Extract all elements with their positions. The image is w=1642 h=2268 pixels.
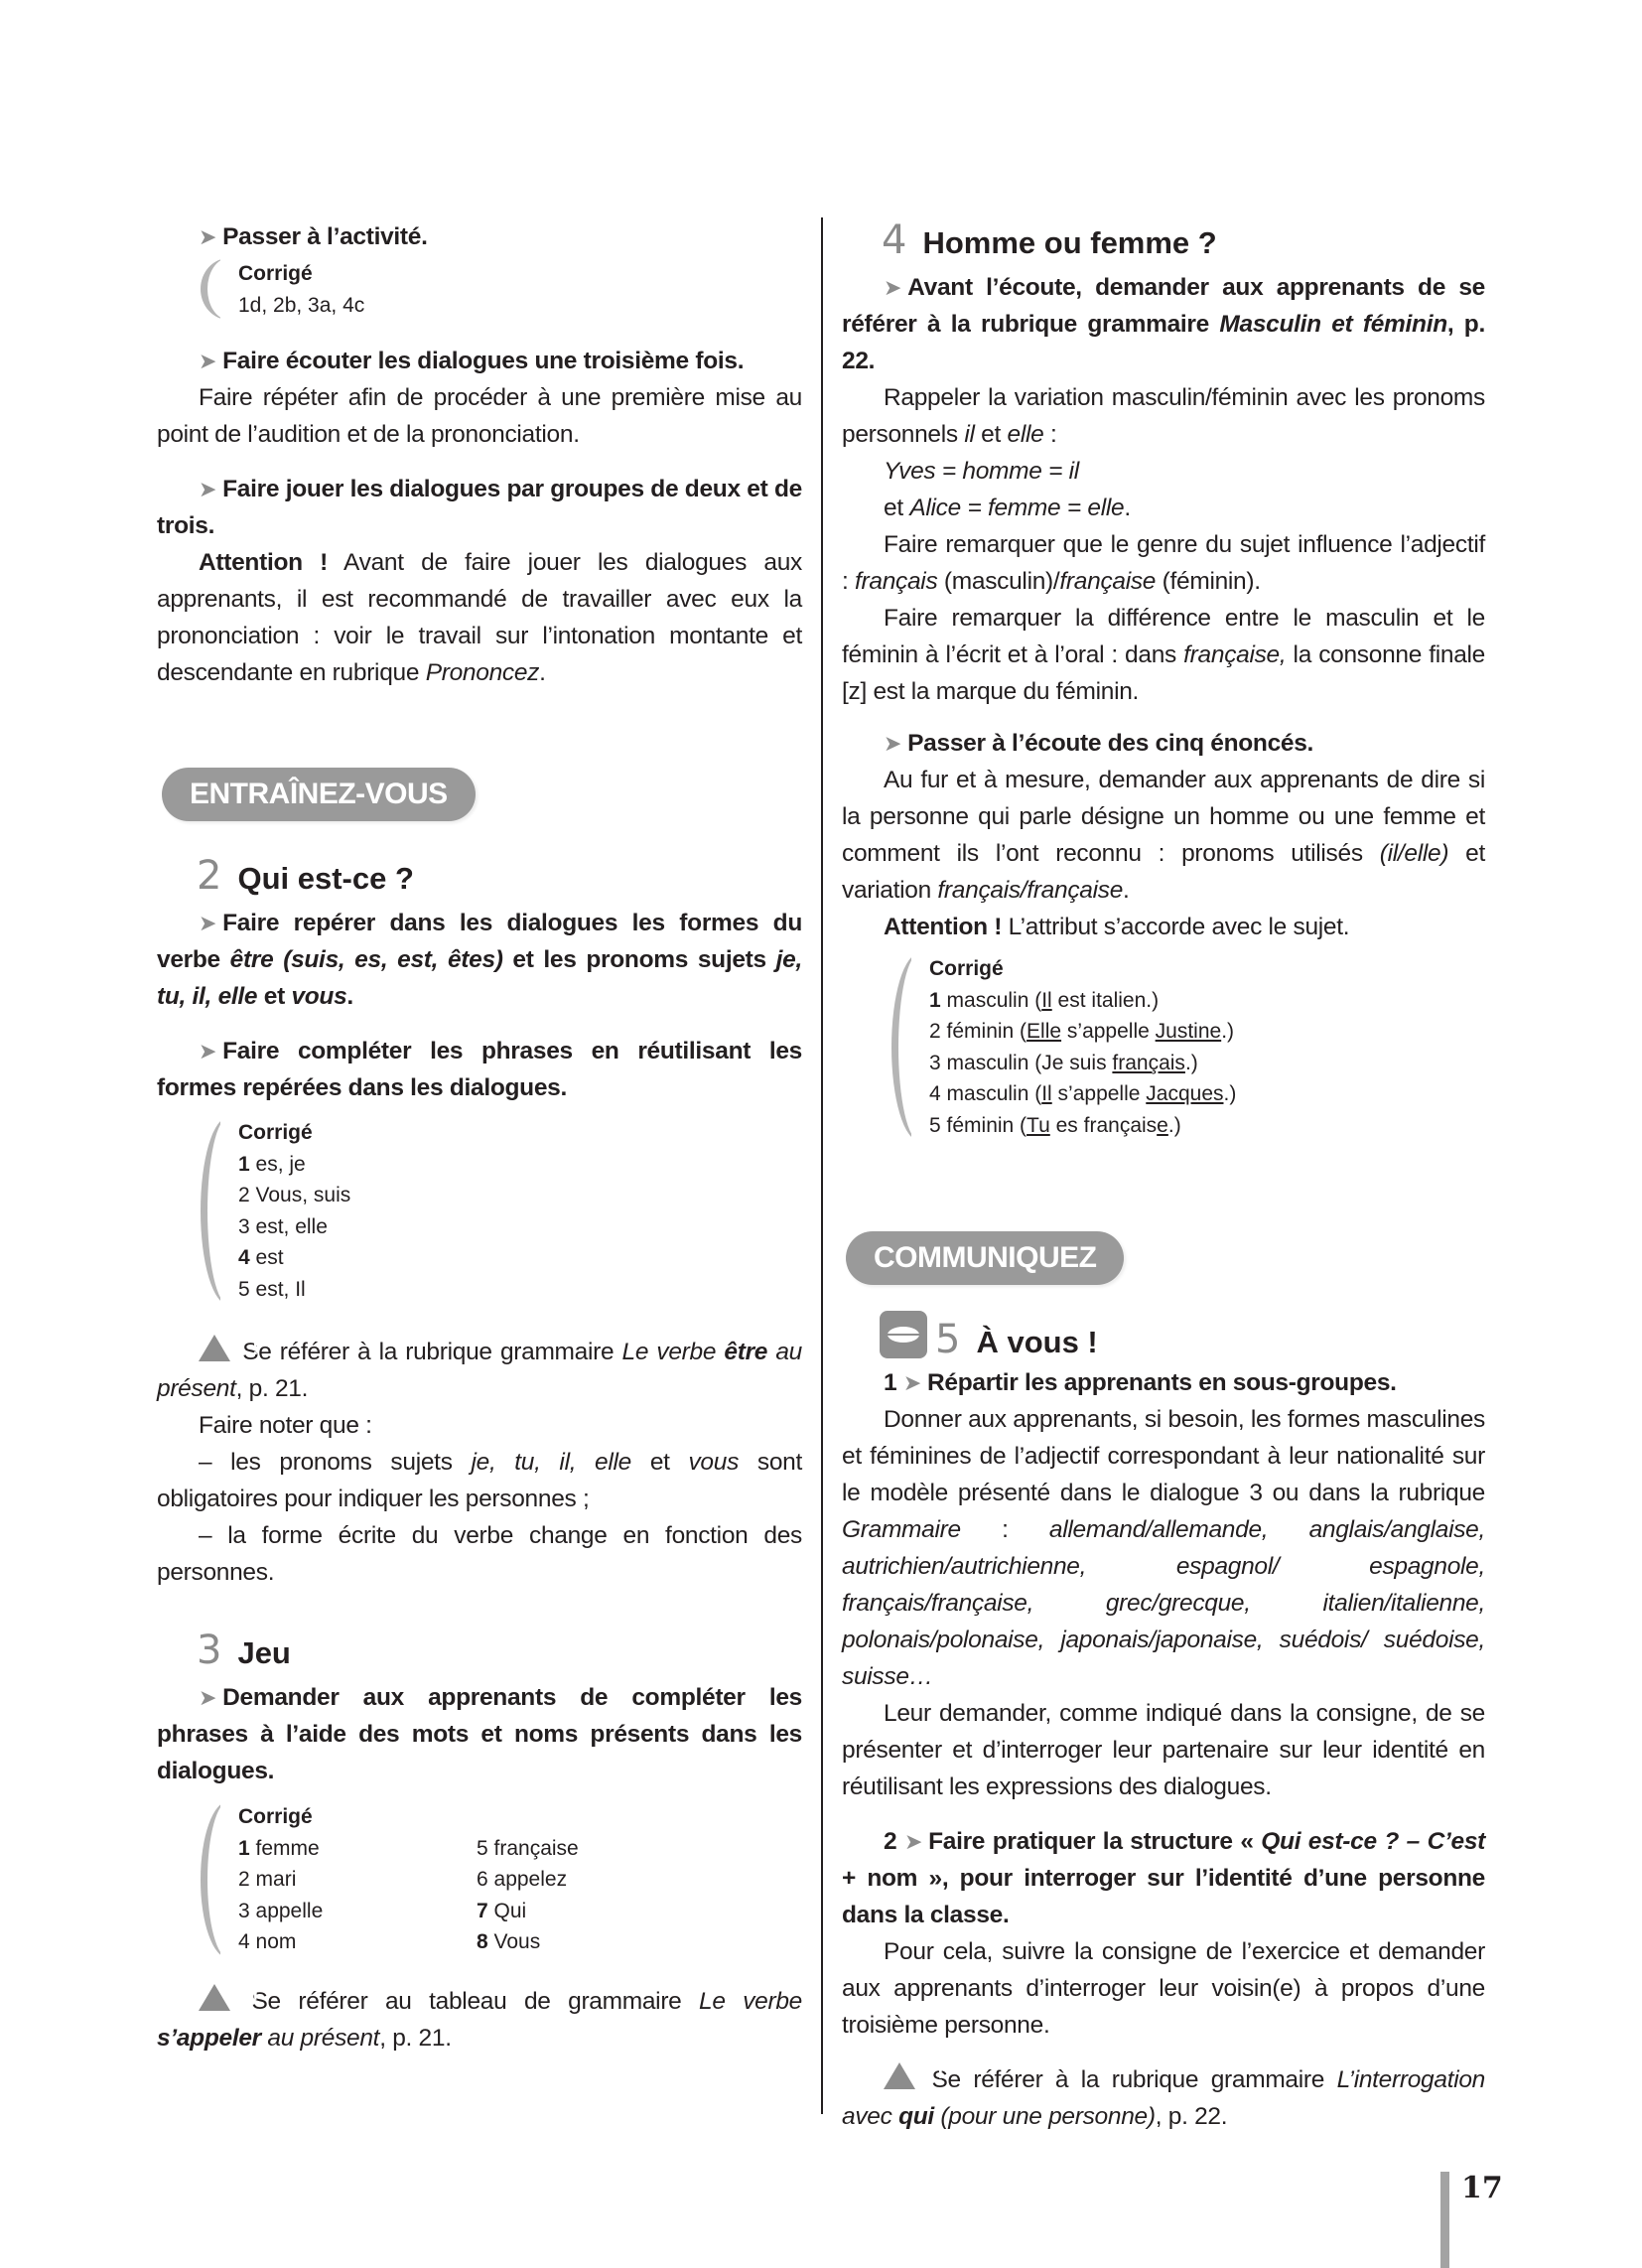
paragraph [842, 379, 1485, 453]
step [842, 269, 1485, 379]
paragraph: Faire noter que : [199, 1412, 372, 1439]
step [842, 725, 1485, 762]
corrige-col-1 [238, 1833, 477, 1958]
item-text: nom [249, 1930, 297, 1953]
item-text: Vous, suis [249, 1184, 351, 1206]
underlined-text: Jacques [1146, 1082, 1224, 1105]
warning-paragraph [842, 2061, 1485, 2135]
text: Passer à l’écoute des cinq énoncés. [907, 730, 1314, 757]
paragraph [842, 600, 1485, 710]
text: française, [1183, 641, 1287, 668]
corrige-columns [238, 1833, 794, 1958]
corrige-item [477, 1833, 579, 1865]
text: elle [1007, 421, 1044, 448]
text: . [346, 983, 353, 1010]
item-number: 2 [238, 1868, 250, 1891]
item-number: 5 [238, 1277, 250, 1301]
exercise-heading [157, 853, 802, 899]
text: Se référer à la rubrique grammaire [234, 1339, 622, 1365]
text: sont obligatoires pour indiquer les personnes ; [157, 1449, 802, 1512]
item-text: femme [249, 1836, 320, 1860]
paragraph: Faire répéter afin de procéder à une première mise au point de l’audition et de la prononciation. [157, 384, 802, 448]
step [842, 1364, 1485, 1401]
exercise-heading [842, 1311, 1485, 1362]
text: Prononcez [425, 659, 540, 686]
arrow-icon: ➤ [199, 349, 217, 373]
step [157, 1679, 802, 1789]
item-number: 3 [929, 1051, 941, 1074]
arrow-icon: ➤ [199, 1685, 217, 1710]
paragraph [842, 762, 1485, 909]
item-number: 1 [238, 1836, 250, 1860]
text: L’attribut s’accorde avec le sujet. [1002, 914, 1350, 940]
text: féminin ( [940, 1020, 1027, 1043]
text: + nom », pour interroger sur l’identité d’une personne dans la classe. [842, 1865, 1485, 1928]
text: Avant l’écoute, demander aux apprenants de se référer à la rubrique grammaire [842, 274, 1485, 338]
text: masculin ( [940, 988, 1042, 1012]
item-number: 5 [477, 1836, 488, 1860]
text: français [855, 568, 938, 595]
warning-paragraph [157, 1983, 802, 2056]
item-text: Vous [487, 1930, 541, 1953]
text: Au fur et à mesure, demander aux apprenants de dire si la personne qui parle désigne un homme ou une femme et comment ils l’ont reconnu : pronoms utilisés [842, 767, 1485, 867]
warning-icon [884, 2062, 915, 2089]
text: . [1123, 877, 1130, 904]
corrige-item [238, 1896, 477, 1927]
page-number-bar [1440, 2172, 1449, 2268]
underlined-text: Justine [1155, 1020, 1222, 1043]
underlined-text: Tu [1026, 1113, 1050, 1137]
text: français/française [937, 877, 1124, 904]
bracket-icon [199, 258, 220, 320]
item-text: est, Il [249, 1277, 306, 1301]
text: : [960, 1516, 1049, 1543]
text: Masculin et féminin [1219, 311, 1447, 338]
text: (masculin)/ [937, 568, 1060, 595]
paragraph: – la forme écrite du verbe change en fonction des personnes. [157, 1522, 802, 1586]
text: Se référer à la rubrique grammaire [919, 2066, 1337, 2093]
arrow-icon: ➤ [884, 275, 902, 300]
text: .) [1184, 1051, 1198, 1074]
text: allemand/allemande, anglais/anglaise, autrichien/autrichienne, espagnol/ espagnole, français/française, grec/grecque, italien/italienne, polonais/polonaise, japonais/japonaise, suédois/ suédoise, suisse… [842, 1516, 1485, 1690]
corrige-answer: 1d, 2b, 3a, 4c [238, 293, 365, 317]
bracket-icon [199, 1801, 220, 1958]
corrige-title: Corrigé [238, 1121, 313, 1144]
text: , p. 22. [1155, 2103, 1228, 2130]
text: et [631, 1449, 689, 1476]
paragraph: Leur demander, comme indiqué dans la consigne, de se présenter et d’interroger leur partenaire sur leur identité en réutilisant les expressions des dialogues. [842, 1700, 1485, 1800]
exercise-5 [842, 1311, 1485, 2135]
exercise-4-listening [842, 725, 1485, 945]
paragraph [157, 1444, 802, 1517]
item-text: mari [249, 1868, 297, 1891]
text: (il/elle) [1379, 840, 1449, 867]
item-number: 5 [929, 1113, 941, 1137]
text: – les pronoms sujets [199, 1449, 472, 1476]
text: qui [898, 2103, 934, 2130]
text: être (suis, es, est, êtes) [229, 946, 503, 973]
text: Le verbe [621, 1339, 725, 1365]
text: Faire remarquer que le genre du sujet influence l’adjectif : [842, 531, 1485, 595]
section-badge-communiquez: COMMUNIQUEZ [846, 1231, 1124, 1285]
bracket-icon [199, 1117, 220, 1305]
text: .) [1223, 1082, 1237, 1105]
corrige-item [929, 1110, 1236, 1142]
text: française [1059, 568, 1157, 595]
arrow-icon: ➤ [199, 224, 217, 249]
corrige-title: Corrigé [929, 957, 1004, 980]
text: vous [291, 983, 347, 1010]
item-number: 3 [238, 1214, 250, 1238]
item-text: française [487, 1836, 579, 1860]
section-ecoute [157, 343, 802, 691]
warning-icon [199, 1335, 230, 1361]
step-number: 2 [884, 1828, 897, 1855]
warning-icon [199, 1984, 230, 2011]
example-line [842, 490, 1485, 526]
paragraph [842, 1401, 1485, 1695]
speaking-lips-icon [880, 1311, 927, 1358]
text: Demander aux apprenants de compléter les phrases à l’aide des mots et noms présents dans les dialogues. [157, 1684, 802, 1784]
corrige-item [238, 1274, 350, 1306]
text: : [1043, 421, 1057, 448]
corrige-item [238, 1180, 350, 1211]
text: s’appelle [1051, 1082, 1147, 1105]
paragraph: Pour cela, suivre la consigne de l’exercice et demander aux apprenants d’interroger leur voisin(e) à propos d’une troisième personne. [842, 1938, 1485, 2039]
item-number: 3 [238, 1899, 250, 1922]
column-divider [821, 217, 823, 2114]
exercise-2-notes [157, 1334, 802, 1591]
text: Faire remarquer la différence entre le masculin et le féminin à l’écrit et à l’oral : dans [842, 605, 1485, 668]
exercise-3 [157, 1630, 802, 1789]
text: (féminin). [1156, 568, 1261, 595]
text: , p. 22. [842, 311, 1485, 374]
text: . [539, 659, 546, 686]
section-badge-entrainez-vous: ENTRAÎNEZ-VOUS [162, 768, 476, 821]
text: Qui est-ce ? – C’est [1261, 1828, 1486, 1855]
text: je, tu, il, elle [157, 946, 802, 1010]
exercise-3-warning [157, 1983, 802, 2056]
item-number: 1 [929, 988, 941, 1012]
item-text: est, elle [249, 1214, 328, 1238]
corrige-item [929, 1016, 1236, 1048]
item-number: 8 [477, 1930, 488, 1953]
exercise-2 [157, 853, 802, 1106]
item-text: Qui [487, 1899, 527, 1922]
attention-paragraph [842, 909, 1485, 945]
attention-label: Attention ! [199, 549, 329, 576]
corrige-item [238, 1833, 477, 1865]
text: vous [688, 1449, 740, 1476]
item-number: 2 [929, 1020, 941, 1043]
text: Le verbe [699, 1988, 802, 2015]
example-line: Yves = homme = il [884, 458, 1079, 485]
underlined-text: Il [1041, 988, 1052, 1012]
page-number: 17 [1461, 2171, 1503, 2205]
text: s’appeler [157, 2025, 261, 2052]
arrow-icon: ➤ [199, 911, 217, 935]
corrige-box-1 [199, 258, 364, 320]
item-number: 6 [477, 1868, 488, 1891]
bracket-icon [889, 953, 911, 1141]
text: es français [1049, 1113, 1158, 1137]
text: (pour une personne) [933, 2103, 1156, 2130]
text: Se référer au tableau de grammaire [234, 1988, 700, 2015]
text: s’appelle [1061, 1020, 1156, 1043]
step-text: Faire jouer les dialogues par groupes de deux et de trois. [157, 476, 802, 539]
step [157, 905, 802, 1015]
text: , p. 21. [235, 1375, 309, 1402]
corrige-item [929, 1048, 1236, 1079]
exercise-heading [157, 1630, 802, 1673]
attention-paragraph [157, 544, 802, 691]
step-text: Faire écouter les dialogues une troisième fois. [222, 348, 745, 374]
item-number: 2 [238, 1184, 250, 1206]
corrige-item [929, 1078, 1236, 1110]
exercise-number: 2 [197, 853, 222, 899]
step-text: Passer à l’activité. [222, 223, 428, 250]
corrige-box-3 [199, 1801, 794, 1958]
text: au présent [260, 2025, 380, 2052]
text: masculin (Je suis [940, 1051, 1113, 1074]
text: , p. 21. [379, 2025, 452, 2052]
text: être [724, 1339, 768, 1365]
exercise-number: 4 [882, 217, 907, 263]
step [157, 1033, 802, 1106]
corrige-item [238, 1864, 477, 1896]
corrige-item [238, 1211, 350, 1243]
text: Répartir les apprenants en sous-groupes. [926, 1369, 1397, 1396]
text: et variation [842, 840, 1485, 904]
text: Faire pratiquer la structure « [928, 1828, 1262, 1855]
item-number: 1 [238, 1152, 250, 1176]
exercise-number: 5 [935, 1317, 961, 1362]
text: .) [1221, 1020, 1235, 1043]
exercise-title: Homme ou femme ? [922, 225, 1217, 260]
step-passer-activite [157, 218, 802, 255]
arrow-icon: ➤ [903, 1829, 923, 1854]
underlined-text: e [1157, 1113, 1168, 1137]
item-text: appelle [249, 1899, 324, 1922]
corrige-item [238, 1242, 350, 1274]
arrow-icon: ➤ [884, 731, 902, 756]
text: et [884, 495, 910, 521]
corrige-title: Corrigé [238, 1805, 313, 1828]
corrige-box-2 [199, 1117, 350, 1305]
text: Donner aux apprenants, si besoin, les formes masculines et féminines de l’adjectif correspondant à leur nationalité sur le modèle présenté dans le dialogue 3 ou dans la rubrique [842, 1406, 1485, 1506]
text: il [964, 421, 975, 448]
text: L’interrogation avec [842, 2066, 1485, 2130]
text: Faire repérer dans les dialogues les formes du verbe [157, 910, 802, 973]
text: .) [1167, 1113, 1181, 1137]
attention-label: Attention ! [884, 914, 1003, 940]
text: et [257, 983, 292, 1010]
text: masculin ( [940, 1082, 1042, 1105]
text: Avant de faire jouer les dialogues aux apprenants, il est recommandé de travailler avec eux la prononciation : voir le travail sur l’intonation montante et descendante en rubrique [157, 549, 802, 686]
corrige-item [238, 1149, 350, 1181]
text: Grammaire [842, 1516, 961, 1543]
corrige-col-2 [477, 1833, 579, 1958]
underlined-text: français [1112, 1051, 1185, 1074]
corrige-title: Corrigé [238, 262, 313, 285]
item-text: es, je [249, 1152, 306, 1176]
arrow-icon: ➤ [199, 477, 217, 501]
text: je, tu, il, elle [471, 1449, 631, 1476]
underlined-text: Il [1041, 1082, 1052, 1105]
text: la consonne finale [z] est la marque du féminin. [842, 641, 1485, 705]
paragraph [842, 526, 1485, 600]
underlined-text: Elle [1026, 1020, 1062, 1043]
item-number: 4 [238, 1930, 250, 1953]
corrige-item [477, 1896, 579, 1927]
text: Alice = femme = elle [909, 495, 1125, 521]
text: Rappeler la variation masculin/féminin avec les pronoms personnels [842, 384, 1485, 448]
corrige-item [477, 1864, 579, 1896]
item-text: appelez [487, 1868, 568, 1891]
exercise-number: 3 [197, 1628, 222, 1673]
exercise-title: Qui est-ce ? [237, 861, 414, 896]
corrige-item [929, 985, 1236, 1017]
exercise-heading [842, 217, 1485, 263]
text: au présent [157, 1339, 802, 1402]
text: féminin ( [940, 1113, 1027, 1137]
step [842, 1823, 1485, 1933]
text: Faire compléter les phrases en réutilisant les formes repérées dans les dialogues. [157, 1038, 802, 1101]
arrow-icon: ➤ [199, 1039, 217, 1063]
exercise-4 [842, 217, 1485, 710]
text: et [974, 421, 1008, 448]
step-number: 1 [884, 1369, 897, 1396]
text: . [1124, 495, 1131, 521]
exercise-title: À vous ! [976, 1325, 1098, 1359]
item-number: 4 [238, 1246, 250, 1269]
item-number: 4 [929, 1082, 941, 1105]
item-text: est [249, 1246, 284, 1269]
corrige-box-4 [889, 953, 1236, 1141]
arrow-icon: ➤ [902, 1370, 921, 1395]
corrige-item [238, 1926, 477, 1958]
warning-paragraph [157, 1334, 802, 1407]
text: est italien.) [1051, 988, 1160, 1012]
corrige-item [477, 1926, 579, 1958]
exercise-title: Jeu [237, 1635, 291, 1670]
text: et les pronoms sujets [502, 946, 776, 973]
item-number: 7 [477, 1899, 488, 1922]
